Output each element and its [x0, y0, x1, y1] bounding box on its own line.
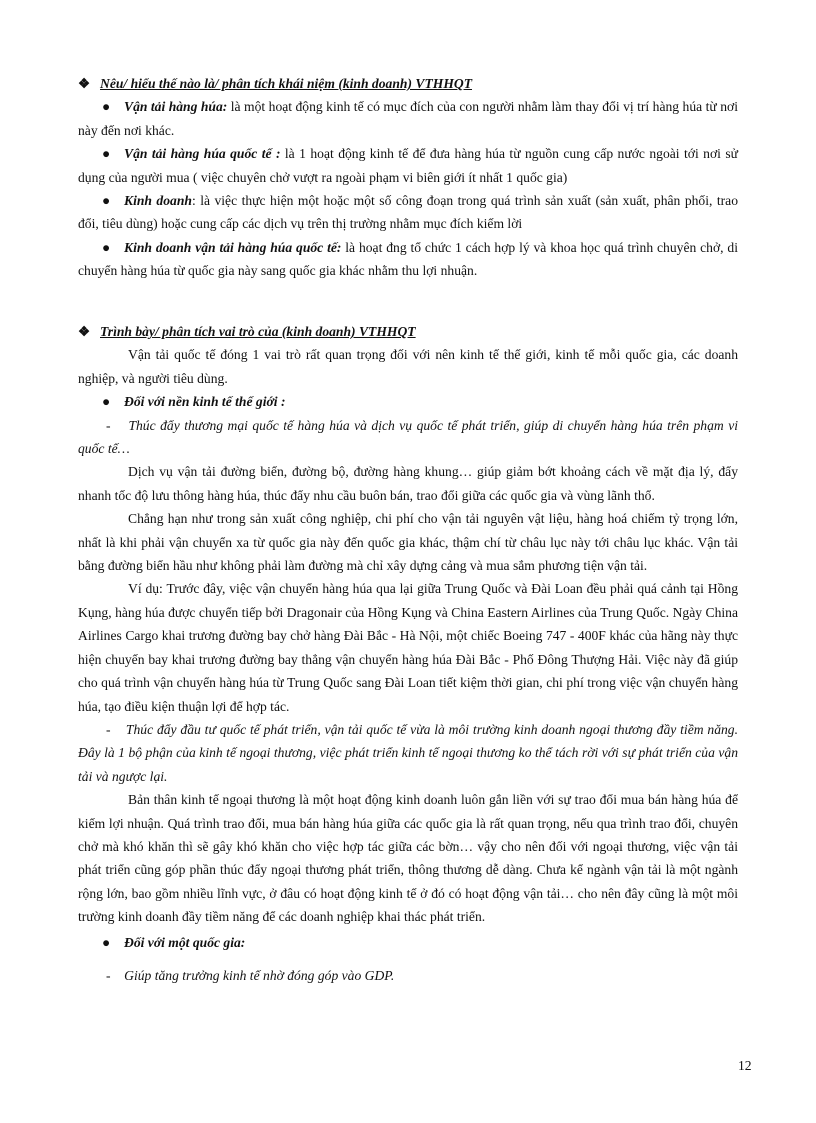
dash-icon: - — [106, 967, 111, 983]
definition-text: là một hoạt động kinh tế có mục đích của con người nhằm làm thay đổi vị trí hàng húa từ nơi này đến nơi khác. — [78, 99, 738, 138]
bullet-icon: ● — [102, 99, 111, 115]
subheading-world-economy — [78, 390, 738, 413]
example-paragraph: Ví dụ: Trước đây, việc vận chuyển hàng húa qua lại giữa Trung Quốc và Đài Loan đều phải quá cảnh tại Hồng Kụng, hàng húa được chuyển tiếp bởi Dragonair của Hồng Kụng và China Eastern Airlines của Trung Quốc. Ngày China Airlines Cargo khai trương đường bay chở hàng Đài Bắc - Hà Nội, một chiếc Boeing 747 - 400F khác của hãng này thực hiện chuyến bay khai trương đường bay thẳng vận chuyển hàng húa Đài Bắc - Phố Đông Thượng Hải. Việc này đã giúp cho quá trình vận chuyển hàng húa từ Trung Quốc sang Đài Loan tiết kiệm thời gian, chi phí trong việc vận chuyển hàng húa, tạo điều kiện thuận lợi để hợp tác. — [78, 581, 738, 714]
definition-item — [78, 142, 738, 189]
definition-term: Vận tải hàng húa: — [124, 99, 228, 115]
dash-icon: - — [106, 417, 111, 433]
dash-text: Thúc đẩy thương mại quốc tế hàng húa và dịch vụ quốc tế phát triển, giúp di chuyển hàng húa trên phạm vi quốc tế… — [78, 417, 739, 457]
definition-text: là hoạt đng tổ chức 1 cách hợp lý và khoa học quá trình chuyên chở, di chuyển hàng húa từ quốc gia này sang quốc gia khác nhằm thu lợi nhuận. — [78, 239, 738, 279]
definition-term: Kinh doanh vận tải hàng húa quốc tế: — [124, 239, 342, 255]
subheading-text: Đối với nền kinh tế thế giới : — [124, 394, 286, 410]
subheading-country — [78, 931, 738, 954]
section-heading — [78, 320, 738, 343]
definition-text: là 1 hoạt động kinh tế để đưa hàng húa từ nguồn cung cấp nước ngoài tới nơi sử dụng của người mua ( việc chuyên chở vượt ra ngoài phạm vi biên giới ít nhất 1 quốc gia) — [78, 146, 738, 185]
dash-item — [78, 718, 738, 788]
section-roles — [78, 320, 738, 987]
body-paragraph: Dịch vụ vận tải đường biển, đường bộ, đường hàng khung… giúp giảm bớt khoảng cách về mặt địa lý, đẩy nhanh tốc độ lưu thông hàng húa, thúc đẩy nhu cầu buôn bán, trao đổi giữa các quốc gia và vùng lãnh thổ. — [78, 464, 738, 503]
section-heading — [78, 72, 738, 95]
dash-icon: - — [106, 721, 111, 737]
dash-text: Giúp tăng trưởng kinh tế nhờ đóng góp vào GDP. — [124, 967, 395, 983]
section-definitions — [78, 72, 738, 283]
definition-item — [78, 236, 738, 283]
definition-text: : là việc thực hiện một hoặc một số công đoạn trong quá trình sản xuất (sản xuất, phân phối, trao đổi, tiêu dùng) hoặc cung cấp các dịch vụ trên thị trường nhằm mục đích kiếm lời — [78, 193, 739, 232]
bullet-icon: ● — [102, 394, 111, 410]
dash-item — [78, 414, 738, 461]
definition-item — [78, 189, 738, 236]
section-title: Nêu/ hiểu thế nào là/ phân tích khái niệm (kinh doanh) VTHHQT — [100, 76, 473, 91]
bullet-icon: ● — [102, 146, 111, 162]
subheading-text: Đối với một quốc gia: — [124, 934, 246, 950]
bullet-icon: ● — [102, 934, 111, 950]
body-paragraph: Chẳng hạn như trong sản xuất công nghiệp, chi phí cho vận tải nguyên vật liệu, hàng hoá chiếm tỷ trọng lớn, nhất là khi phải vận chuyển xa từ quốc gia này đến quốc gia khác, thậm chí từ châu lục này tới châu lục khác. Vận tải bằng đường biển hầu như không phải làm đường mà chỉ xây dựng cảng và mua sắm phương tiện vận tải. — [78, 511, 738, 574]
definition-term: Kinh doanh — [124, 193, 192, 209]
intro-paragraph: Vận tải quốc tế đóng 1 vai trò rất quan trọng đối với nên kinh tế thế giới, kinh tế mỗi quốc gia, các doanh nghiệp, và người tiêu dùng. — [78, 347, 738, 386]
definition-term: Vận tải hàng húa quốc tế : — [124, 146, 281, 162]
dash-item — [78, 964, 738, 987]
bullet-icon: ● — [102, 193, 111, 209]
dash-text: Thúc đẩy đầu tư quốc tế phát triển, vận tải quốc tế vừa là môi trường kinh doanh ngoại thương đầy tiềm năng. — [125, 721, 738, 737]
definition-item — [78, 95, 738, 142]
diamond-bullet-icon: ❖ — [78, 76, 91, 91]
body-paragraph: Bản thân kinh tế ngoại thương là một hoạt động kinh doanh luôn gắn liền với sự trao đổi mua bán hàng húa để kiếm lợi nhuận. Quá trình trao đổi, mua bán hàng húa giữa các quốc gia là rất quan trọng, nếu qua trình trao đổi, chuyên chở mà khó khăn thì sẽ gây khó khăn cho việc hợp tác giữa các bờn… vậy cho nên đối với ngoại thương, việc vận tải phát triển cũng góp phần thúc đẩy ngoại thương phát triển, thông thương dễ dàng. Chưa kể ngành vận tải là một ngành rộng lớn, bao gồm nhiều lĩnh vực, ở đâu có hoạt động kinh tế ở đó có hoạt động vận tải… cho nên đây cũng là một môi trường kinh doanh đầy tiềm năng để các doanh nghiệp khai thác phát triển. — [78, 792, 738, 925]
diamond-bullet-icon: ❖ — [78, 324, 91, 339]
dash-text-continued: Đây là 1 bộ phận của kinh tế ngoại thương, việc phát triển kinh tế ngoại thương ko thể tách rời với sự phát triển của vận tải và ngược lại. — [78, 745, 738, 784]
page-number: 12 — [738, 1058, 752, 1073]
bullet-icon: ● — [102, 239, 111, 255]
section-title: Trình bày/ phân tích vai trò của (kinh doanh) VTHHQT — [100, 324, 416, 339]
